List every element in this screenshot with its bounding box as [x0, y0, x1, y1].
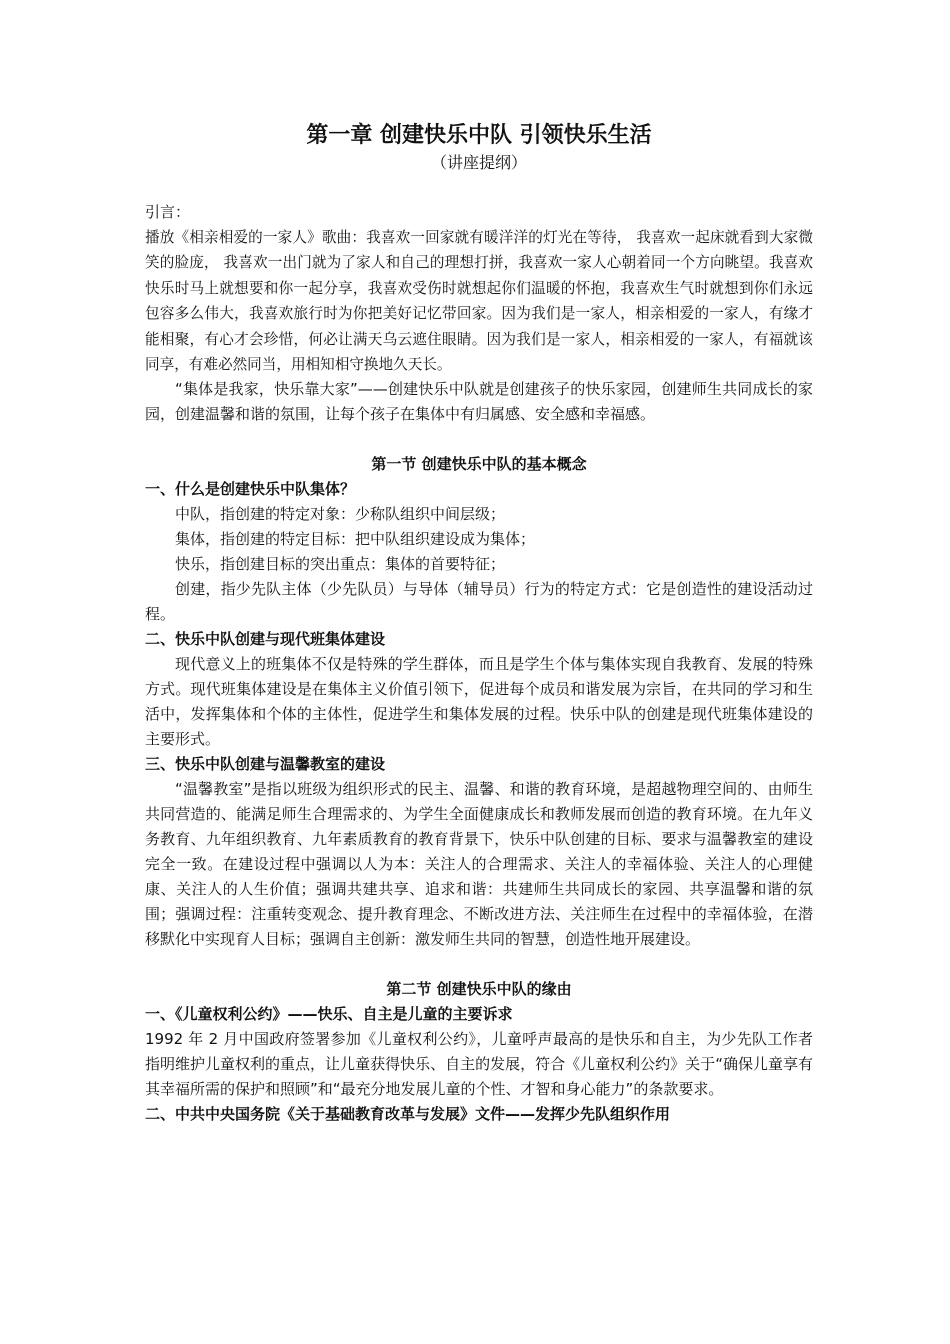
section-1-heading-2: 二、快乐中队创建与现代班集体建设: [145, 630, 386, 649]
section-2-title: 第二节 创建快乐中队的缘由: [386, 980, 572, 999]
intro-label: 引言：: [145, 203, 191, 221]
definition-item: 中队，指创建的特定对象：少称队组织中间层级；: [175, 505, 506, 524]
definition-item: 集体，指创建的特定目标：把中队组织建设成为集体；: [175, 530, 536, 549]
chapter-subtitle: （讲座提纲）: [430, 153, 527, 172]
section-1-paragraph-3: “温馨教室”是指以班级为组织形式的民主、温馨、和谐的教育环境，是超越物理空间的、由师生共同营造的、能满足师生合理需求的、为学生全面健康成长和教师发展而创造的教育环境。在九年义务教育、九年组织教育、九年素质教育的教育背景下，快乐中队创建的目标、要求与温馨教室的建设完全一致。在建设过程中强调以人为本：关注人的合理需求、关注人的幸福体验、关注人的心理健康、关注人的人生价值；强调共建共享、追求和谐：共建师生共同成长的家园、共享温馨和谐的氛围；强调过程：注重转变观念、提升教育理念、不断改进方法、关注师生在过程中的幸福体验，在潜移默化中实现育人目标；强调自主创新：激发师生共同的智慧，创造性地开展建设。: [145, 780, 813, 949]
spacer: [145, 427, 813, 452]
intro-song-lyrics: 播放《相亲相爱的一家人》歌曲：我喜欢一回家就有暖洋洋的灯光在等待， 我喜欢一起床就看到大家微笑的脸庞， 我喜欢一出门就为了家人和自己的理想打拼，我喜欢一家人心朝着同一个方向眺望。我喜欢快乐时马上就想要和你一起分享，我喜欢受伤时就想起你们温暖的怀抱，我喜欢生气时就想到你们永远包容多么伟大，我喜欢旅行时为你把美好记忆带回家。因为我们是一家人，相亲相爱的一家人，有缘才能相聚，有心才会珍惜，何必让满天乌云遮住眼睛。因为我们是一家人，相亲相爱的一家人，有福就该同享，有难必然同当，用相知相守换地久天长。: [145, 229, 813, 374]
section-2-heading-2: 二、中共中央国务院《关于基础教育改革与发展》文件——发挥少先队组织作用: [145, 1105, 671, 1124]
section-1-paragraph-2: 现代意义上的班集体不仅是特殊的学生群体，而且是学生个体与集体实现自我教育、发展的特殊方式。现代班集体建设是在集体主义价值引领下，促进每个成员和谐发展为宗旨，在共同的学习和生活中，发挥集体和个体的主体性，促进学生和集体发展的过程。快乐中队的创建是现代班集体建设的主要形式。: [145, 655, 813, 749]
chapter-title: 第一章 创建快乐中队 引领快乐生活: [306, 123, 652, 148]
section-2-paragraph-1: 1992 年 2 月中国政府签署参加《儿童权利公约》，儿童呼声最高的是快乐和自主，为少先队工作者指明维护儿童权利的重点，让儿童获得快乐、自主的发展，符合《儿童权利公约》关于“确保儿童享有其幸福所需的保护和照顾”和“最充分地发展儿童的个性、才智和身心能力”的条款要求。: [145, 1030, 813, 1099]
intro-paragraph: “集体是我家，快乐靠大家”——创建快乐中队就是创建孩子的快乐家园，创建师生共同成长的家园，创建温馨和谐的氛围，让每个孩子在集体中有归属感、安全感和幸福感。: [145, 380, 813, 424]
section-2-heading-1: 一、《儿童权利公约》——快乐、自主是儿童的主要诉求: [145, 1005, 513, 1024]
definition-item: 创建，指少先队主体（少先队员）与导体（辅导员）行为的特定方式：它是创造性的建设活动过程。: [145, 580, 813, 624]
definition-item: 快乐，指创建目标的突出重点：集体的首要特征；: [175, 555, 506, 574]
document-body: [145, 120, 813, 1127]
spacer: [145, 952, 813, 977]
section-1-title: 第一节 创建快乐中队的基本概念: [371, 455, 587, 474]
section-1-heading-3: 三、快乐中队创建与温馨教室的建设: [145, 755, 386, 774]
section-1-heading-1: 一、什么是创建快乐中队集体？: [145, 480, 356, 499]
